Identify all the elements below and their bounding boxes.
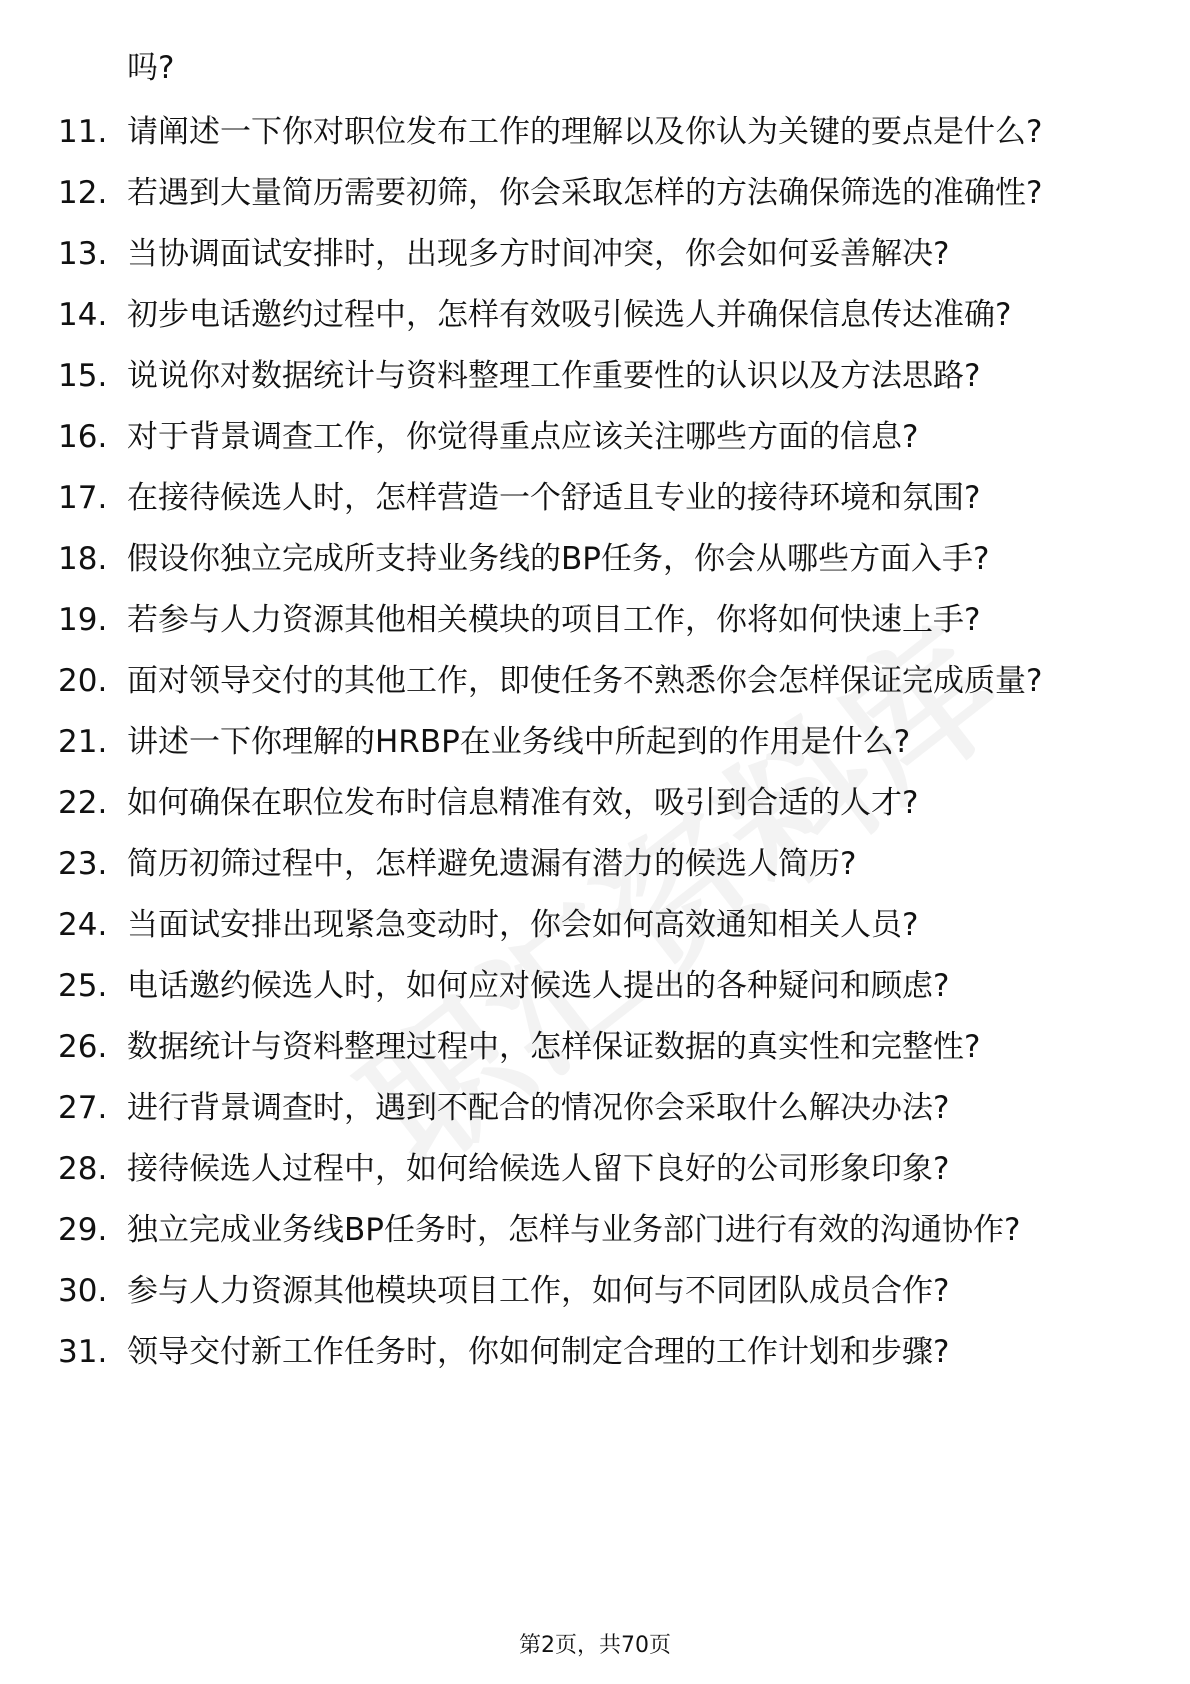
question-number: 15. [58,358,108,394]
question-item [0,234,1190,274]
question-number: 21. [58,724,108,760]
question-number: 29. [58,1212,108,1248]
question-item [0,539,1190,579]
question-text: 参与人力资源其他模块项目工作，如何与不同团队成员合作? [127,1273,950,1309]
question-item [0,783,1190,823]
question-item [0,173,1190,213]
question-item [0,661,1190,701]
question-number: 14. [58,297,108,333]
question-text: 对于背景调查工作，你觉得重点应该关注哪些方面的信息? [127,419,919,455]
question-text: 简历初筛过程中，怎样避免遗漏有潜力的候选人简历? [127,846,857,882]
question-text: 若参与人力资源其他相关模块的项目工作，你将如何快速上手? [127,602,981,638]
question-item [0,966,1190,1006]
question-item [0,112,1190,152]
question-number: 26. [58,1029,108,1065]
question-text: 独立完成业务线BP任务时，怎样与业务部门进行有效的沟通协作? [127,1212,1021,1248]
question-item [0,1332,1190,1372]
question-text: 当面试安排出现紧急变动时，你会如何高效通知相关人员? [127,907,919,943]
question-item [0,1088,1190,1128]
question-number: 13. [58,236,108,272]
page-number-footer: 第2页，共70页 [519,1633,671,1658]
question-item [0,844,1190,884]
question-item [0,600,1190,640]
question-item [0,1210,1190,1250]
question-item [0,295,1190,335]
question-text: 初步电话邀约过程中，怎样有效吸引候选人并确保信息传达准确? [127,297,1012,333]
question-text: 请阐述一下你对职位发布工作的理解以及你认为关键的要点是什么? [127,114,1043,150]
question-number: 17. [58,480,108,516]
question-number: 24. [58,907,108,943]
question-number: 31. [58,1334,108,1370]
question-item [0,905,1190,945]
question-text: 面对领导交付的其他工作，即使任务不熟悉你会怎样保证完成质量? [127,663,1043,699]
question-text: 进行背景调查时，遇到不配合的情况你会采取什么解决办法? [127,1090,950,1126]
question-text: 电话邀约候选人时，如何应对候选人提出的各种疑问和顾虑? [127,968,950,1004]
question-number: 12. [58,175,108,211]
question-item [0,356,1190,396]
question-list [0,112,1190,1393]
question-number: 11. [58,114,108,150]
question-text: 接待候选人过程中，如何给候选人留下良好的公司形象印象? [127,1151,950,1187]
continued-question-text: 吗? [127,50,175,86]
question-number: 19. [58,602,108,638]
question-text: 如何确保在职位发布时信息精准有效，吸引到合适的人才? [127,785,919,821]
question-number: 25. [58,968,108,1004]
question-item [0,417,1190,457]
question-text: 假设你独立完成所支持业务线的BP任务，你会从哪些方面入手? [127,541,990,577]
question-number: 23. [58,846,108,882]
question-number: 28. [58,1151,108,1187]
question-text: 讲述一下你理解的HRBP在业务线中所起到的作用是什么? [127,724,911,760]
question-item [0,1271,1190,1311]
question-text: 说说你对数据统计与资料整理工作重要性的认识以及方法思路? [127,358,981,394]
question-text: 若遇到大量简历需要初筛，你会采取怎样的方法确保筛选的准确性? [127,175,1043,211]
question-number: 20. [58,663,108,699]
question-number: 27. [58,1090,108,1126]
question-item [0,722,1190,762]
question-item [0,1149,1190,1189]
question-number: 16. [58,419,108,455]
question-number: 18. [58,541,108,577]
question-text: 领导交付新工作任务时，你如何制定合理的工作计划和步骤? [127,1334,950,1370]
question-item [0,1027,1190,1067]
question-number: 30. [58,1273,108,1309]
question-number: 22. [58,785,108,821]
question-text: 当协调面试安排时，出现多方时间冲突，你会如何妥善解决? [127,236,950,272]
question-text: 数据统计与资料整理过程中，怎样保证数据的真实性和完整性? [127,1029,981,1065]
question-text: 在接待候选人时，怎样营造一个舒适且专业的接待环境和氛围? [127,480,981,516]
question-item [0,478,1190,518]
